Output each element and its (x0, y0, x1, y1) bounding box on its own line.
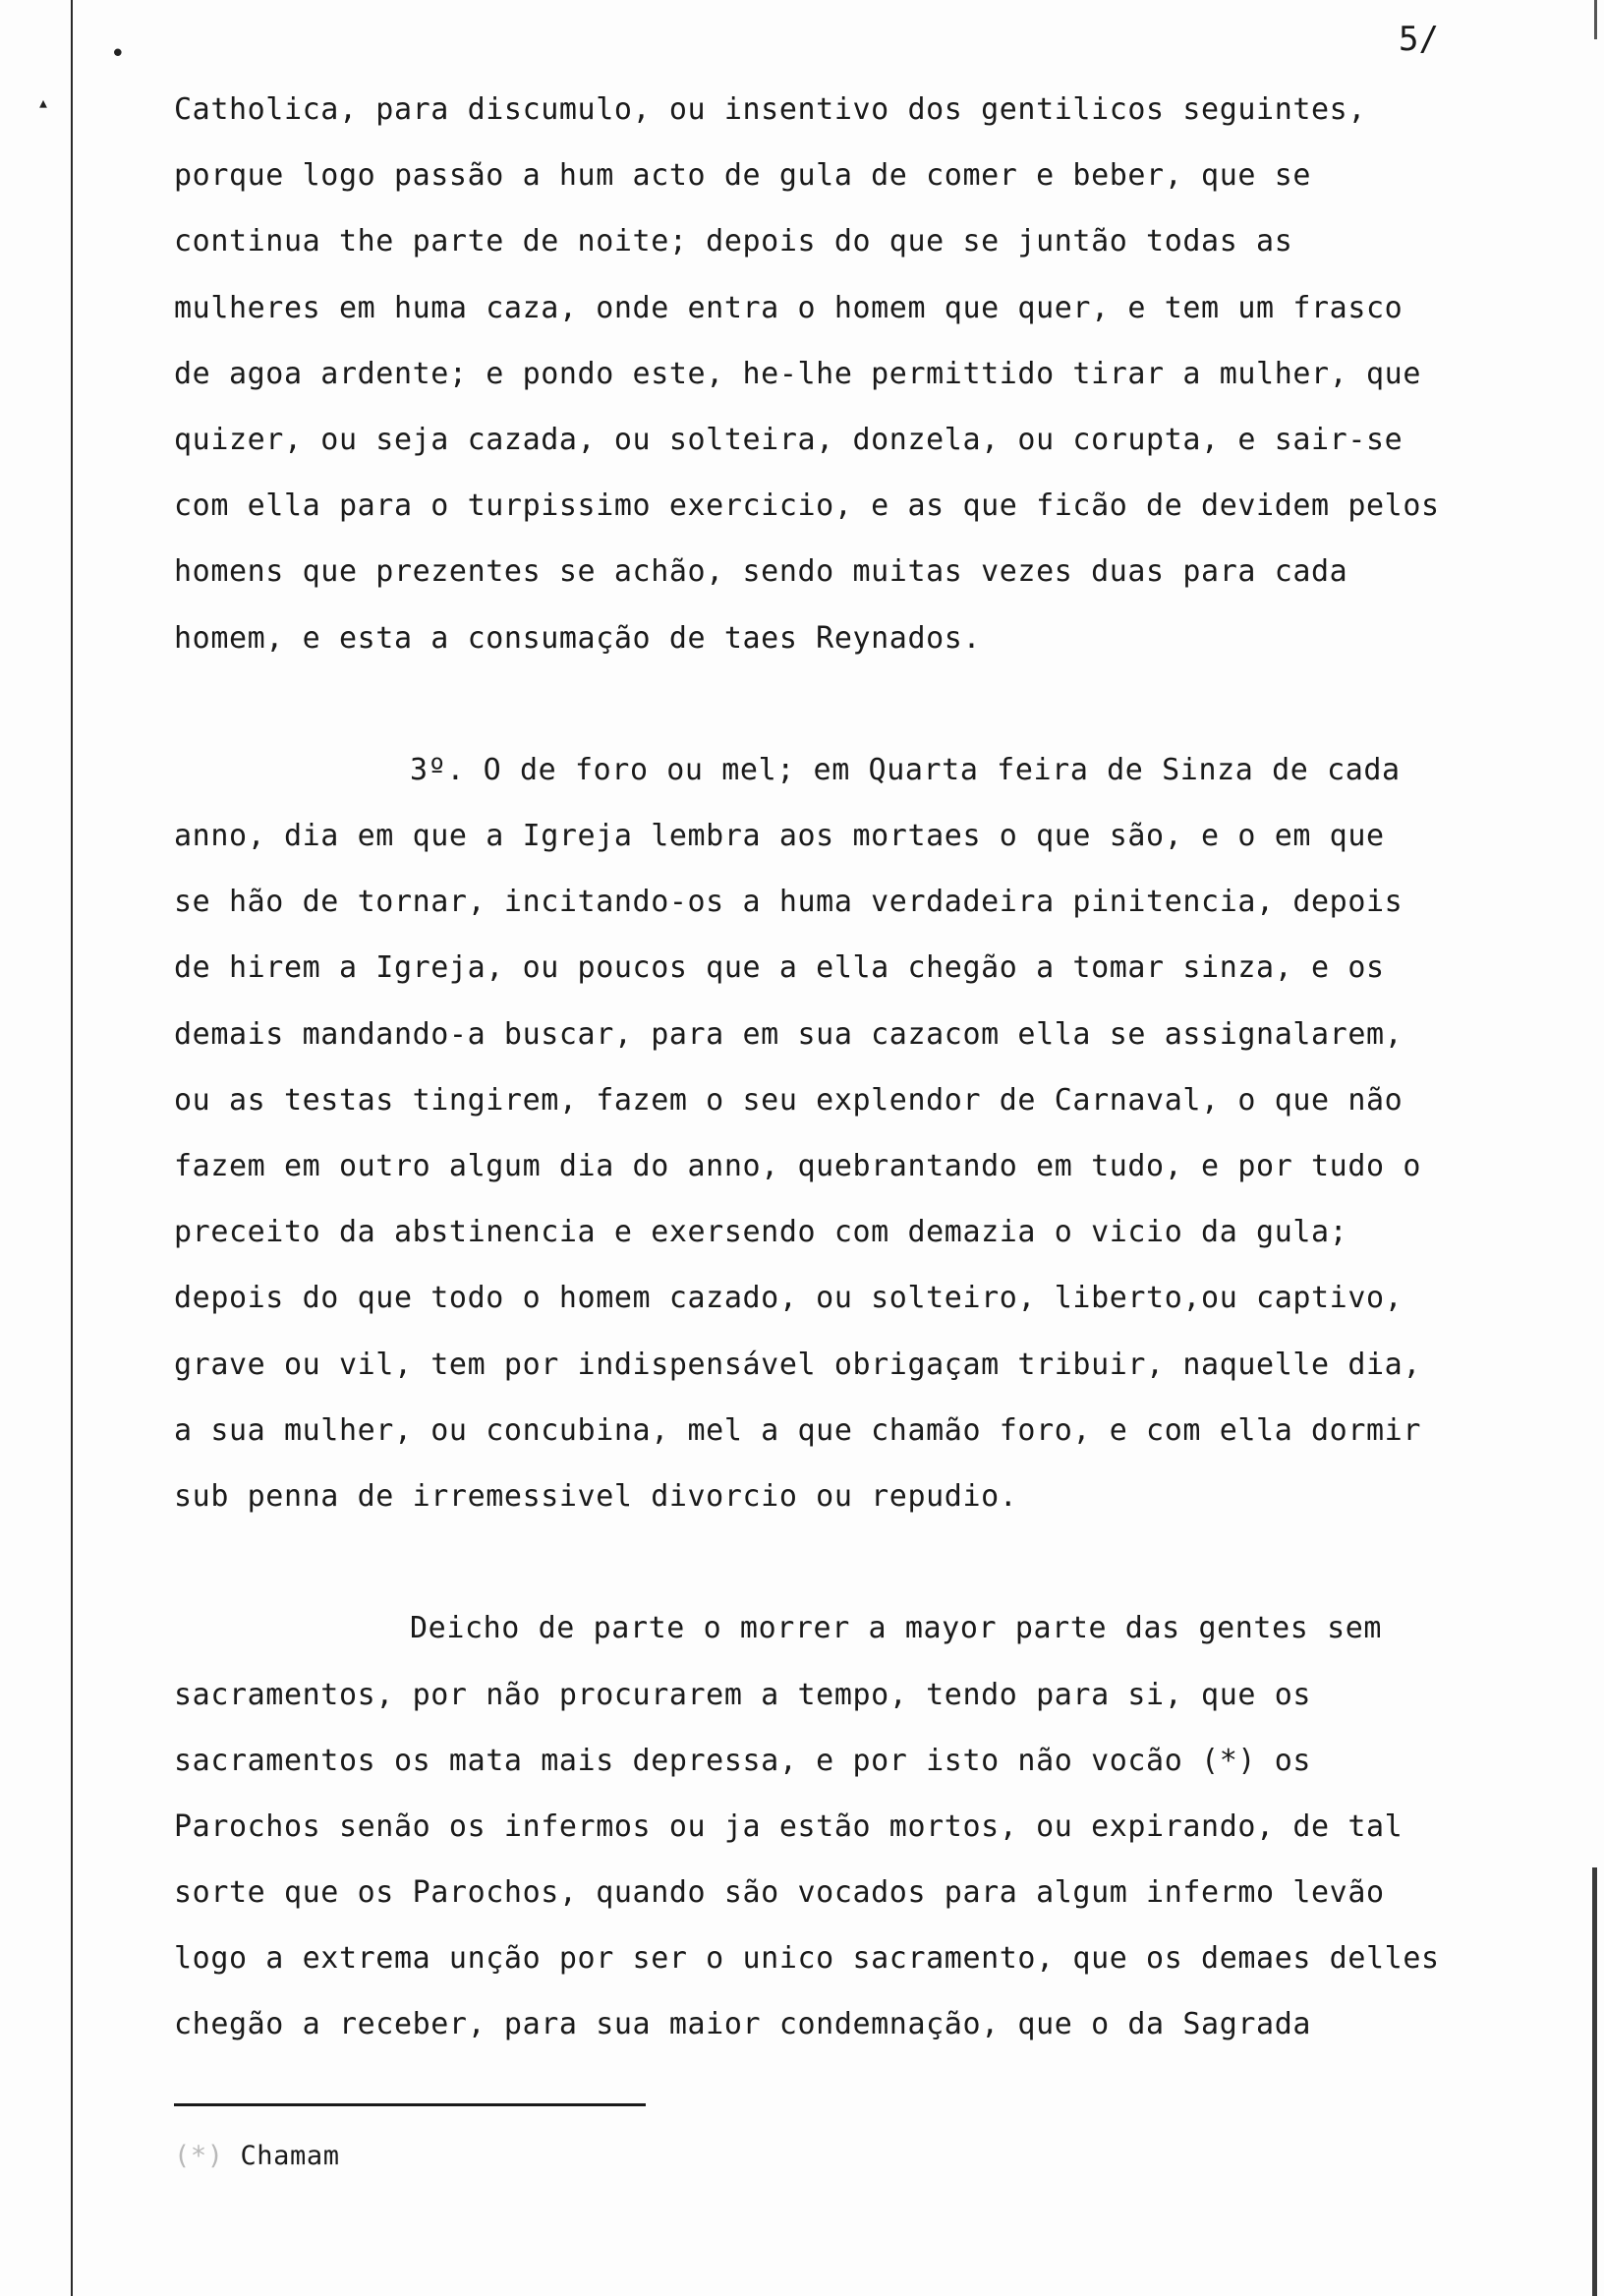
text-line: ou as testas tingirem, fazem o seu explendor de Carnaval, o que não (174, 1082, 1404, 1118)
text-line: porque logo passão a hum acto de gula de comer e beber, que se (174, 158, 1312, 194)
text-line: preceito da abstinencia e exersendo com demazia o vicio da gula; (174, 1215, 1348, 1250)
text-line: grave ou vil, tem por indispensável obrigaçam tribuir, naquelle dia, (174, 1347, 1421, 1382)
text-line: de agoa ardente; e pondo este, he-lhe permittido tirar a mulher, que (174, 356, 1421, 391)
text-line: continua the parte de noite; depois do que se juntão todas as (174, 224, 1293, 259)
margin-mark-dot: • (110, 39, 126, 69)
paragraph-2 (174, 737, 1550, 1529)
text-line: anno, dia em que a Igreja lembra aos mortaes o que são, e o em que (174, 819, 1385, 854)
text-line: sacramentos os mata mais depressa, e por isto não vocão (*) os (174, 1743, 1312, 1778)
text-line: com ella para o turpissimo exercicio, e as que ficão de devidem pelos (174, 488, 1440, 524)
text-line-first: Deicho de parte o morrer a mayor parte das gentes sem (410, 1611, 1383, 1646)
body-text (174, 77, 1550, 2058)
paragraph-3 (174, 1595, 1550, 2057)
paragraph-gap (174, 1529, 1550, 1595)
left-margin-rule (71, 0, 73, 2296)
right-edge-mark-top (1594, 0, 1597, 39)
text-line: quizer, ou seja cazada, ou solteira, donzela, ou corupta, e sair-se (174, 422, 1404, 457)
text-line: mulheres em huma caza, onde entra o homem que quer, e tem um frasco (174, 290, 1404, 325)
text-line: a sua mulher, ou concubina, mel a que chamão foro, e com ella dormir (174, 1412, 1421, 1448)
page-number: 5/ (1399, 20, 1439, 59)
text-line: chegão a receber, para sua maior condemnação, que o da Sagrada (174, 2007, 1312, 2042)
text-line: sacramentos, por não procurarem a tempo, tendo para si, que os (174, 1677, 1312, 1712)
margin-mark-arrow: ▴ (37, 90, 50, 114)
footnote-marker: (*) (174, 2141, 224, 2171)
text-line: de hirem a Igreja, ou poucos que a ella chegão a tomar sinza, e os (174, 950, 1385, 986)
footnote-rule (174, 2103, 646, 2106)
text-line: demais mandando-a buscar, para em sua cazacom ella se assignalarem, (174, 1016, 1404, 1052)
text-line-first: 3º. O de foro ou mel; em Quarta feira de Sinza de cada (410, 752, 1401, 787)
text-line: homem, e esta a consumação de taes Reynados. (174, 620, 982, 656)
text-line: logo a extrema unção por ser o unico sacramento, que os demaes delles (174, 1941, 1440, 1977)
text-line: fazem em outro algum dia do anno, quebrantando em tudo, e por tudo o (174, 1149, 1421, 1183)
footnote-text: Chamam (240, 2141, 340, 2171)
text-line: se hão de tornar, incitando-os a huma verdadeira pinitencia, depois (174, 885, 1404, 920)
text-line: homens que prezentes se achão, sendo muitas vezes duas para cada (174, 554, 1348, 590)
footnote (174, 2141, 340, 2171)
text-line: sub penna de irremessivel divorcio ou repudio. (174, 1478, 1018, 1514)
right-edge-mark-bottom (1592, 1867, 1597, 2296)
paragraph-gap (174, 671, 1550, 737)
text-line: depois do que todo o homem cazado, ou solteiro, liberto,ou captivo, (174, 1281, 1404, 1316)
text-line: Parochos senão os infermos ou ja estão mortos, ou expirando, de tal (174, 1808, 1404, 1844)
paragraph-1 (174, 77, 1550, 671)
text-line: Catholica, para discumulo, ou insentivo dos gentilicos seguintes, (174, 92, 1366, 127)
text-line: sorte que os Parochos, quando são vocados para algum infermo levão (174, 1875, 1385, 1911)
